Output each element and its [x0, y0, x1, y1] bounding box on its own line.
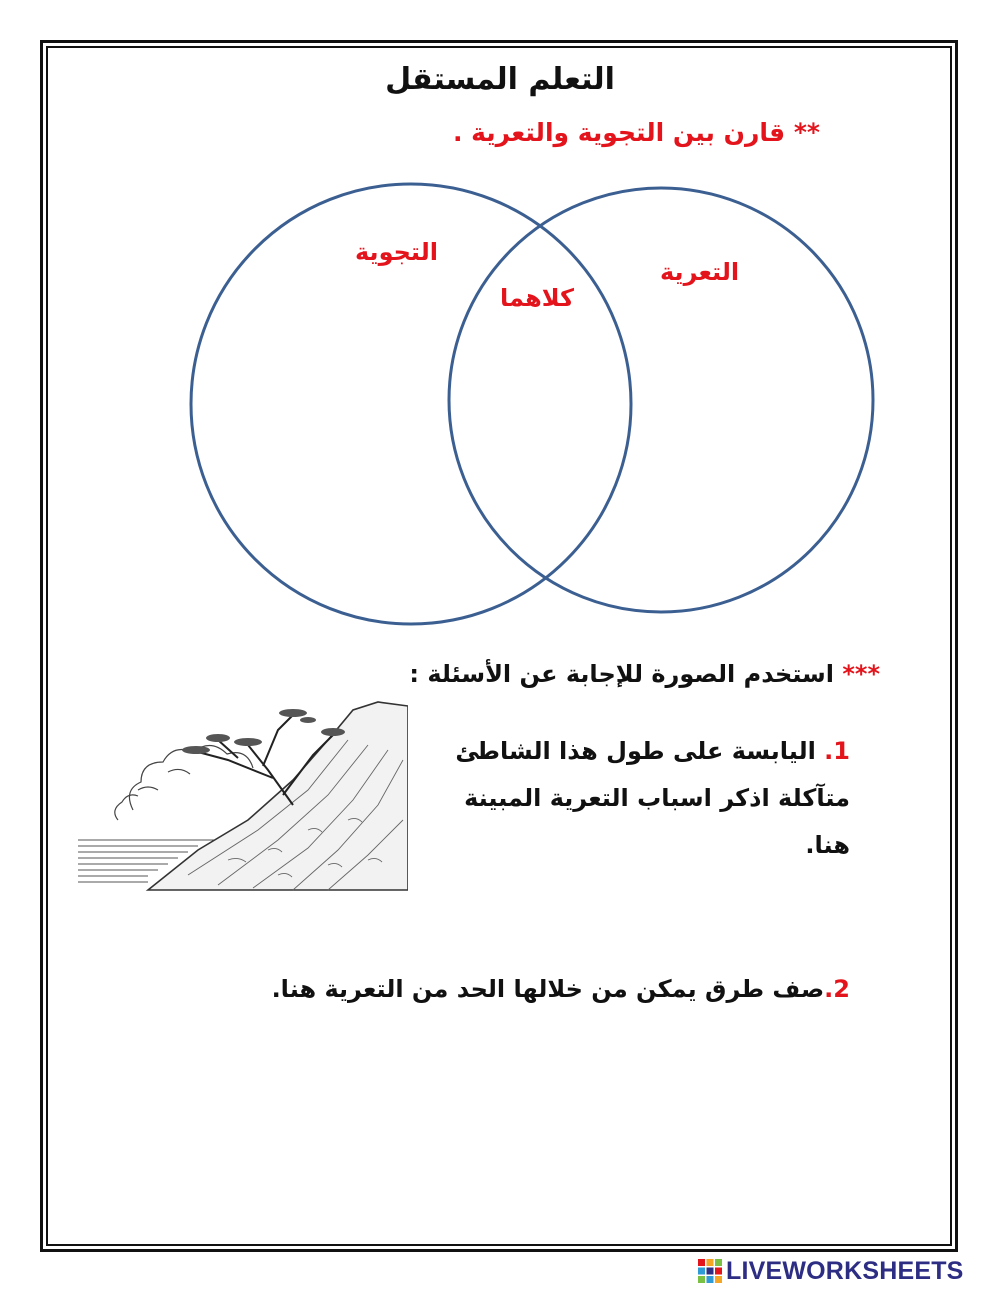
question-2-text: صف طرق يمكن من خلالها الحد من التعرية هنا. — [271, 975, 825, 1003]
question-1 — [430, 728, 850, 869]
instruction-use-image — [409, 660, 880, 688]
question-1-text: اليابسة على طول هذا الشاطئ متآكلة اذكر اسباب التعرية المبينة هنا. — [455, 737, 850, 859]
instruction-stars: *** — [842, 660, 880, 688]
venn-label-both: كلاهما — [500, 284, 574, 312]
venn-diagram — [185, 180, 885, 630]
page-title: التعلم المستقل — [385, 62, 615, 97]
venn-circle-erosion — [449, 188, 873, 612]
venn-label-weathering: التجوية — [355, 238, 438, 266]
question-2 — [210, 966, 850, 1013]
liveworksheets-brand-text: LIVEWORKSHEETS — [726, 1256, 964, 1285]
instruction-compare: ** قارن بين التجوية والتعرية . — [452, 118, 820, 147]
instruction-use-image-text: استخدم الصورة للإجابة عن الأسئلة : — [409, 660, 843, 688]
question-2-number: 2. — [824, 975, 850, 1003]
liveworksheets-brand — [698, 1256, 964, 1286]
question-1-number: 1. — [824, 737, 850, 765]
coastal-cliff-illustration — [78, 700, 408, 895]
venn-label-erosion: التعرية — [660, 258, 740, 286]
liveworksheets-logo-icon — [698, 1259, 722, 1283]
